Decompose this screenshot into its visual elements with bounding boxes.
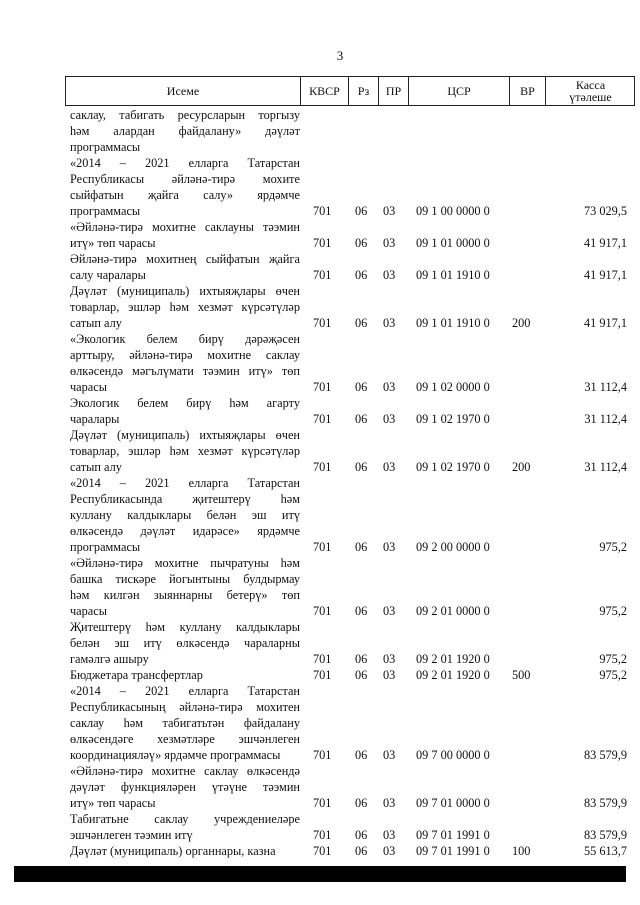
- row-name: [70, 283, 300, 331]
- row-rz: 06: [355, 844, 368, 858]
- page-number: 3: [336, 48, 344, 63]
- row-csr: 09 7 00 0000 0: [416, 748, 490, 762]
- row-name-line: саклау, табигать ресурсларын торгызу: [70, 108, 300, 122]
- row-vr: 500: [512, 668, 531, 682]
- row-pr: 03: [383, 316, 396, 330]
- header-csr: ЦСР: [408, 77, 509, 105]
- row-name: [70, 331, 300, 395]
- row-csr: 09 1 00 0000 0: [416, 204, 490, 218]
- table-row: [0, 843, 640, 859]
- row-sum: 83 579,9: [583, 796, 627, 810]
- row-kvsr: 701: [313, 844, 332, 858]
- row-name-line: Республикасында җитештерү һәм: [70, 492, 300, 506]
- row-sum: 83 579,9: [583, 828, 627, 842]
- header-sum-line2: үтәлеше: [569, 90, 612, 104]
- row-kvsr: 701: [313, 204, 332, 218]
- row-name-line: сатып алу: [70, 316, 122, 330]
- row-name: [70, 155, 300, 219]
- row-pr: 03: [383, 652, 396, 666]
- row-rz: 06: [355, 668, 368, 682]
- row-name-line: Дәүләт (муниципаль) ихтыяҗлары өчен: [70, 428, 300, 442]
- row-name-line: «Әйләнә-тирә мохитне пычратуны һәм: [70, 556, 300, 570]
- row-name-line: Бюджетара трансфертлар: [70, 668, 203, 682]
- row-kvsr: 701: [313, 316, 332, 330]
- row-rz: 06: [355, 748, 368, 762]
- table-row: [0, 619, 640, 667]
- row-kvsr: 701: [313, 540, 332, 554]
- header-sum-line1: Касса: [575, 78, 606, 92]
- row-name-line: товарлар, эшләр һәм хезмәт күрсәтүләр: [70, 444, 300, 458]
- row-name: [70, 555, 300, 619]
- row-csr: 09 7 01 1991 0: [416, 844, 490, 858]
- row-kvsr: 701: [313, 412, 332, 426]
- row-name-line: Экологик белем бирү һәм агарту: [70, 396, 300, 410]
- row-csr: 09 1 01 0000 0: [416, 236, 490, 250]
- row-rz: 06: [355, 204, 368, 218]
- row-kvsr: 701: [313, 604, 332, 618]
- row-sum: 31 112,4: [584, 380, 627, 394]
- table-row: [0, 811, 640, 843]
- row-pr: 03: [383, 668, 396, 682]
- table-row: [0, 427, 640, 475]
- row-pr: 03: [383, 204, 396, 218]
- row-sum: 83 579,9: [583, 748, 627, 762]
- row-kvsr: 701: [313, 236, 332, 250]
- row-csr: 09 7 01 1991 0: [416, 828, 490, 842]
- row-pr: 03: [383, 460, 396, 474]
- row-name-line: өлкәсендәге хезмәтләре эшчәнлеген: [70, 732, 300, 746]
- row-kvsr: 701: [313, 268, 332, 282]
- row-name-line: чарасы: [70, 604, 107, 618]
- row-sum: 975,2: [599, 540, 627, 554]
- row-name-line: арттыру, әйләнә-тирә мохитне саклау: [70, 348, 300, 362]
- row-name-line: итү» төп чарасы: [70, 236, 156, 250]
- row-name-line: Табигатьне саклау учреждениеләре: [70, 812, 300, 826]
- row-kvsr: 701: [313, 380, 332, 394]
- row-sum: 73 029,5: [583, 204, 627, 218]
- row-sum: 41 917,1: [583, 236, 627, 250]
- table-row: [0, 395, 640, 427]
- row-csr: 09 1 01 1910 0: [416, 268, 490, 282]
- row-csr: 09 2 01 1920 0: [416, 668, 490, 682]
- table-row: [0, 555, 640, 619]
- row-name-line: программасы: [70, 140, 141, 154]
- table-row: [0, 251, 640, 283]
- row-pr: 03: [383, 268, 396, 282]
- row-name-line: товарлар, эшләр һәм хезмәт күрсәтүләр: [70, 300, 300, 314]
- table-row: [0, 219, 640, 251]
- table-row: [0, 667, 640, 683]
- row-rz: 06: [355, 828, 368, 842]
- row-rz: 06: [355, 604, 368, 618]
- row-name-line: өлкәсендә мәгълүмати тәэмин итү» төп: [70, 364, 300, 378]
- header-rz: Рз: [348, 77, 378, 105]
- row-vr: 100: [512, 844, 531, 858]
- table-row: [0, 155, 640, 219]
- row-name-line: Әйләнә-тирә мохитнең сыйфатын җайга: [70, 252, 300, 266]
- header-vr: ВР: [509, 77, 545, 105]
- row-rz: 06: [355, 380, 368, 394]
- row-name: [70, 843, 300, 859]
- row-sum: 41 917,1: [583, 316, 627, 330]
- row-sum: 41 917,1: [583, 268, 627, 282]
- row-pr: 03: [383, 604, 396, 618]
- row-name-line: чаралары: [70, 412, 120, 426]
- row-kvsr: 701: [313, 460, 332, 474]
- row-pr: 03: [383, 236, 396, 250]
- row-sum: 975,2: [599, 668, 627, 682]
- row-pr: 03: [383, 380, 396, 394]
- row-kvsr: 701: [313, 652, 332, 666]
- table-row: [0, 107, 640, 155]
- header-pr: ПР: [378, 77, 408, 105]
- row-rz: 06: [355, 796, 368, 810]
- row-name: [70, 667, 300, 683]
- row-name: [70, 763, 300, 811]
- row-name: [70, 107, 300, 155]
- row-name-line: программасы: [70, 204, 141, 218]
- row-name-line: гамәлгә ашыру: [70, 652, 149, 666]
- row-name-line: «Әйләнә-тирә мохитне саклауны тәэмин: [70, 220, 300, 234]
- table-row: [0, 475, 640, 555]
- row-csr: 09 1 02 1970 0: [416, 460, 490, 474]
- table-row: [0, 331, 640, 395]
- row-pr: 03: [383, 540, 396, 554]
- row-name-line: координацияләү» ярдәмче программасы: [70, 748, 281, 762]
- table-header: [65, 76, 635, 106]
- row-kvsr: 701: [313, 828, 332, 842]
- row-sum: 31 112,4: [584, 460, 627, 474]
- row-pr: 03: [383, 844, 396, 858]
- row-name: [70, 427, 300, 475]
- row-name: [70, 219, 300, 251]
- row-csr: 09 2 00 0000 0: [416, 540, 490, 554]
- row-name-line: өлкәсендә дәүләт идарәсе» ярдәмче: [70, 524, 300, 538]
- row-name: [70, 619, 300, 667]
- row-name-line: Дәүләт (муниципаль) органнары, казна: [70, 844, 276, 858]
- row-sum: 31 112,4: [584, 412, 627, 426]
- row-kvsr: 701: [313, 668, 332, 682]
- row-rz: 06: [355, 412, 368, 426]
- row-name-line: һәм алардан файдалану» дәүләт: [70, 124, 300, 138]
- row-name: [70, 251, 300, 283]
- row-name: [70, 683, 300, 763]
- row-name-line: «2014 – 2021 елларга Татарстан: [70, 684, 300, 698]
- row-name-line: «2014 – 2021 елларга Татарстан: [70, 476, 300, 490]
- row-name-line: «2014 – 2021 елларга Татарстан: [70, 156, 300, 170]
- row-name-line: Дәүләт (муниципаль) ихтыяҗлары өчен: [70, 284, 300, 298]
- row-name: [70, 475, 300, 555]
- row-rz: 06: [355, 268, 368, 282]
- row-pr: 03: [383, 828, 396, 842]
- row-rz: 06: [355, 316, 368, 330]
- row-kvsr: 701: [313, 748, 332, 762]
- row-pr: 03: [383, 748, 396, 762]
- row-name: [70, 811, 300, 843]
- row-rz: 06: [355, 236, 368, 250]
- row-name-line: һәм килгән зыяннарны бетерү» төп: [70, 588, 300, 602]
- row-name-line: сатып алу: [70, 460, 122, 474]
- row-name-line: Республикасы әйләнә-тирә мохите: [70, 172, 300, 186]
- row-sum: 975,2: [599, 604, 627, 618]
- row-csr: 09 2 01 1920 0: [416, 652, 490, 666]
- row-name-line: куллану калдыклары белән эш итү: [70, 508, 300, 522]
- row-csr: 09 1 01 1910 0: [416, 316, 490, 330]
- row-name-line: дәүләт функцияләрен үтәүне тәэмин: [70, 780, 300, 794]
- row-csr: 09 7 01 0000 0: [416, 796, 490, 810]
- row-csr: 09 2 01 0000 0: [416, 604, 490, 618]
- row-sum: 975,2: [599, 652, 627, 666]
- row-name-line: чарасы: [70, 380, 107, 394]
- row-rz: 06: [355, 460, 368, 474]
- row-name: [70, 395, 300, 427]
- row-pr: 03: [383, 796, 396, 810]
- row-rz: 06: [355, 652, 368, 666]
- row-sum: 55 613,7: [583, 844, 627, 858]
- row-name-line: белән эш итү өлкәсендә чараларны: [70, 636, 300, 650]
- row-pr: 03: [383, 412, 396, 426]
- table-row: [0, 683, 640, 763]
- row-kvsr: 701: [313, 796, 332, 810]
- row-name-line: башка тискәре йогынтыны булдырмау: [70, 572, 300, 586]
- table-row: [0, 283, 640, 331]
- row-name-line: программасы: [70, 540, 141, 554]
- row-vr: 200: [512, 316, 531, 330]
- row-name-line: «Әйләнә-тирә мохитне саклау өлкәсендә: [70, 764, 300, 778]
- row-csr: 09 1 02 1970 0: [416, 412, 490, 426]
- row-vr: 200: [512, 460, 531, 474]
- row-name-line: сыйфатын җайга салу» ярдәмче: [70, 188, 300, 202]
- row-name-line: Җитештерү һәм куллану калдыклары: [70, 620, 300, 634]
- row-rz: 06: [355, 540, 368, 554]
- row-name-line: салу чаралары: [70, 268, 146, 282]
- row-csr: 09 1 02 0000 0: [416, 380, 490, 394]
- row-name-line: эшчәнлеген тәэмин итү: [70, 828, 193, 842]
- row-name-line: Республикасының әйләнә-тирә мохитен: [70, 700, 300, 714]
- header-sum: [545, 77, 635, 105]
- scan-edge-bar: [14, 866, 626, 882]
- table-row: [0, 763, 640, 811]
- row-name-line: «Экологик белем бирү дәрәҗәсен: [70, 332, 300, 346]
- header-kvsr: КВСР: [300, 77, 348, 105]
- row-name-line: итү» төп чарасы: [70, 796, 156, 810]
- row-name-line: саклау һәм табигатьтән файдалану: [70, 716, 300, 730]
- header-name: Исеме: [166, 84, 200, 98]
